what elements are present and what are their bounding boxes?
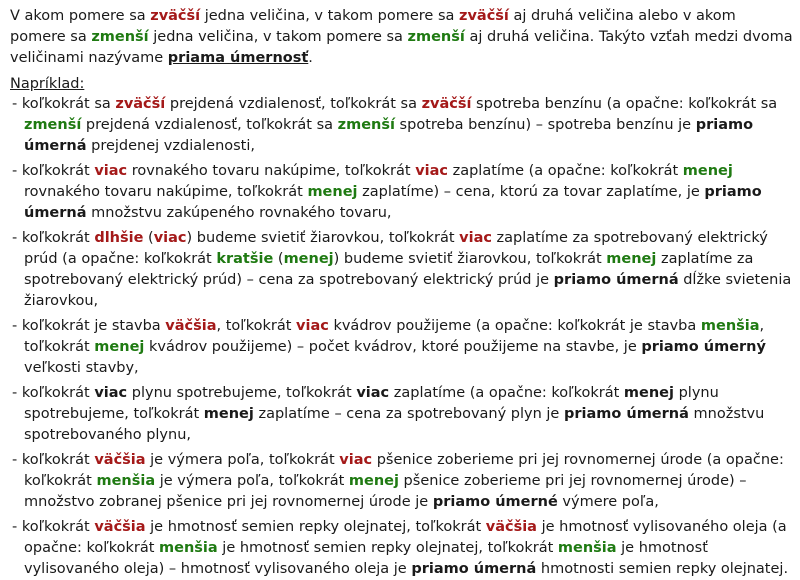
text-run: , toľkokrát (216, 318, 297, 334)
example-heading: Napríklad: (10, 76, 85, 92)
text-run: je výmera poľa, toľkokrát (155, 473, 349, 489)
text-run: veľkosti stavby, (24, 360, 139, 376)
text-run: - koľkokrát (12, 163, 95, 179)
text-run: - koľkokrát sa (12, 96, 116, 112)
highlighted-term: viac (459, 230, 492, 246)
text-run: je hmotnosť semien repky olejnatej, toľkokrát (145, 519, 486, 535)
text-run: prejdenej vzdialenosti, (86, 138, 256, 154)
highlighted-term: menej (606, 251, 657, 267)
highlighted-term: dlhšie (94, 230, 144, 246)
text-run: zaplatíme) – cena, ktorú za tovar zaplatíme, je (357, 184, 705, 200)
text-run: kvádrov použijeme (a opačne: koľkokrát je stavba (328, 318, 701, 334)
highlighted-term: priamo úmerné (432, 494, 558, 510)
highlighted-term: menšia (700, 318, 760, 334)
highlighted-term: viac (339, 452, 373, 468)
text-run: zaplatíme – cena za spotrebovaný plyn je (253, 406, 564, 422)
text-run: - koľkokrát (12, 385, 95, 401)
highlighted-term: priamo úmerný (641, 339, 766, 355)
highlighted-term: väčšia (94, 452, 146, 468)
text-run: dĺžke svietenia žiarovkou, (24, 272, 792, 309)
text-run: spotreba benzínu (a opačne: koľkokrát sa (471, 96, 778, 112)
example-item-6 (10, 450, 794, 513)
highlighted-term: menej (348, 473, 399, 489)
example-list (10, 94, 794, 580)
highlighted-term: priamo úmerná (24, 184, 762, 221)
text-run: je hmotnosť semien repky olejnatej, toľkokrát (217, 540, 558, 556)
text-run: - koľkokrát (12, 519, 95, 535)
text-run: ) budeme svietiť žiarovkou, toľkokrát (186, 230, 460, 246)
highlighted-term: zmenší (91, 29, 149, 45)
example-item-7 (10, 517, 794, 580)
text-run: rovnakého tovaru nakúpime, toľkokrát (127, 163, 416, 179)
text-run: zaplatíme (a opačne: koľkokrát (389, 385, 624, 401)
highlighted-term: zväčší (459, 8, 509, 24)
text-run: ( (143, 230, 154, 246)
highlighted-term: priamo úmerná (563, 406, 689, 422)
text-run: aj druhá veličina. Takýto vzťah medzi dvoma veličinami nazývame (10, 29, 793, 66)
highlighted-term: menšia (557, 540, 617, 556)
text-run: pšenice zoberieme pri jej rovnomernej úrode (a opačne: koľkokrát (24, 452, 784, 489)
text-run: množstvu zakúpeného rovnakého tovaru, (86, 205, 392, 221)
example-item-1 (10, 94, 794, 157)
highlighted-term: viac (296, 318, 329, 334)
text-run: plynu spotrebujeme, toľkokrát (24, 385, 719, 422)
highlighted-term: viac (415, 163, 448, 179)
highlighted-term: kratšie (216, 251, 274, 267)
highlighted-term: zmenší (337, 117, 395, 133)
text-run: výmere poľa, (557, 494, 659, 510)
highlighted-term: priamo úmerná (24, 117, 754, 154)
highlighted-term: zmenší (407, 29, 465, 45)
text-run: množstvu spotrebovaného plynu, (24, 406, 765, 443)
text-run: prejdená vzdialenosť, toľkokrát sa (81, 117, 338, 133)
text-run: je hmotnosť vylisovaného oleja) – hmotnosť vylisovaného oleja je (24, 540, 708, 577)
highlighted-term: viac (356, 385, 390, 401)
example-item-4 (10, 316, 794, 379)
text-run: - koľkokrát je stavba (12, 318, 166, 334)
text-run: V akom pomere sa (10, 8, 151, 24)
highlighted-term: menej (682, 163, 733, 179)
highlighted-term: menšia (159, 540, 218, 556)
text-run: zaplatíme za spotrebovaný elektrický prúd) – cena za spotrebovaný elektrický prúd je (24, 251, 754, 288)
text-run: zaplatíme (a opačne: koľkokrát (448, 163, 683, 179)
text-run: pšenice zoberieme pri jej rovnomernej úrode) – množstvo zobranej pšenice pri jej rovnomernej úrode je (24, 473, 747, 510)
example-item-3 (10, 228, 794, 312)
highlighted-term: menšia (96, 473, 156, 489)
highlighted-term: menej (283, 251, 334, 267)
highlighted-term: väčšia (165, 318, 217, 334)
text-run: je hmotnosť vylisovaného oleja (a opačne: koľkokrát (24, 519, 787, 556)
text-run: , toľkokrát (24, 318, 765, 355)
text-run: - koľkokrát (12, 230, 95, 246)
text-run: ) budeme svietiť žiarovkou, toľkokrát (333, 251, 607, 267)
highlighted-term: priama úmernosť (167, 50, 309, 66)
example-item-5 (10, 383, 794, 446)
text-run: jedna veličina, v takom pomere sa (200, 8, 460, 24)
text-run: hmotnosti semien repky olejnatej. (536, 561, 789, 577)
highlighted-term: menej (94, 339, 145, 355)
highlighted-term: menej (203, 406, 254, 422)
text-run: zaplatíme za spotrebovaný elektrický prúd (a opačne: koľkokrát (24, 230, 768, 267)
highlighted-term: menej (623, 385, 674, 401)
text-run: kvádrov použijeme) – počet kvádrov, ktoré použijeme na stavbe, je (144, 339, 642, 355)
highlighted-term: menej (307, 184, 358, 200)
highlighted-term: väčšia (485, 519, 537, 535)
highlighted-term: priamo úmerná (411, 561, 537, 577)
text-run: je výmera poľa, toľkokrát (145, 452, 340, 468)
highlighted-term: zmenší (24, 117, 82, 133)
example-item-2 (10, 161, 794, 224)
highlighted-term: viac (94, 385, 128, 401)
highlighted-term: zväčší (150, 8, 201, 24)
text-run: spotreba benzínu) – spotreba benzínu je (394, 117, 696, 133)
text-run: jedna veličina, v takom pomere sa (148, 29, 408, 45)
text-run: - koľkokrát (12, 452, 95, 468)
text-run: ( (273, 251, 284, 267)
text-run: . (308, 50, 313, 66)
highlighted-term: väčšia (94, 519, 146, 535)
highlighted-term: viac (153, 230, 187, 246)
text-run: prejdená vzdialenosť, toľkokrát sa (165, 96, 422, 112)
text-run: aj druhá veličina alebo v akom pomere sa (10, 8, 736, 45)
highlighted-term: zväčší (115, 96, 166, 112)
text-run: rovnakého tovaru nakúpime, toľkokrát (24, 184, 308, 200)
highlighted-term: zväčší (421, 96, 472, 112)
highlighted-term: viac (94, 163, 128, 179)
text-run: plynu spotrebujeme, toľkokrát (127, 385, 357, 401)
definition-paragraph (10, 6, 794, 69)
highlighted-term: priamo úmerná (553, 272, 679, 288)
